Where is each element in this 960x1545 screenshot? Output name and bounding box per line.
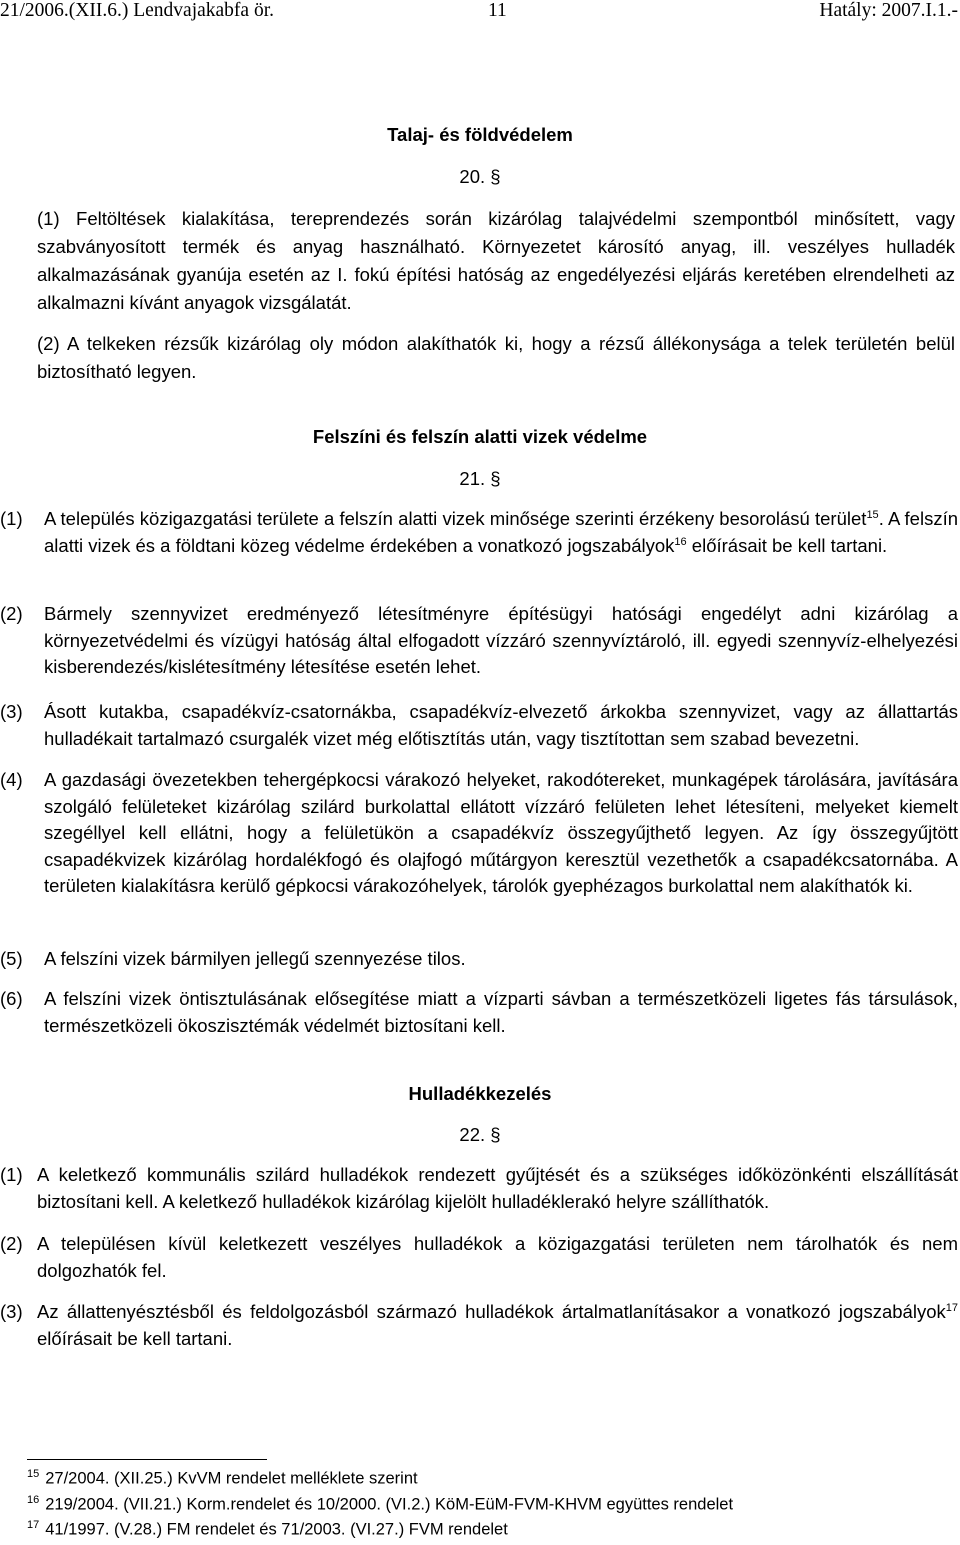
section-title-waste: Hulladékkezelés (408, 1083, 552, 1104)
section-number-22: 22. § (459, 1124, 501, 1145)
paragraph-20-2: (2) A telkeken rézsűk kizárólag oly módon alakíthatók ki, hogy a rézsű állékonysága a telek területén belül biztosítható legyen. (37, 333, 955, 382)
item-number: (6) (0, 988, 23, 1009)
paragraph-20-1: (1) Feltöltések kialakítása, tereprendezés során kizárólag talajvédelmi szempontból minősített, vagy szabványosított termék és anyag használható. Környezetet károsító anyag, ill. veszélyes hulladék alkalmazásának gyanúja esetén az I. fokú építési hatóság az engedélyezési eljárás keretében elrendelheti az alkalmazni kívánt anyagok vizsgálatát. (37, 208, 955, 313)
item-number: (4) (0, 769, 23, 790)
list-item-22-1 (0, 1162, 958, 1215)
list-item-21-3 (0, 699, 958, 752)
footnote-divider (27, 1459, 267, 1460)
footnote-number: 16 (27, 1494, 40, 1506)
list-item-22-3 (0, 1299, 958, 1352)
item-text: Az állattenyésztésből és feldolgozásból származó hulladékok ártalmatlanításakor a vonatkozó jogszabályok$^{17}$ előírásait be kell tartani. (37, 1301, 958, 1349)
footnote-16 (27, 1494, 733, 1515)
footnote-text: 27/2004. (XII.25.) KvVM rendelet melléklete szerint (45, 1469, 418, 1488)
item-number: (3) (0, 1301, 23, 1322)
item-number: (5) (0, 948, 23, 969)
footnote-17 (27, 1519, 508, 1540)
footnote-ref-17[interactable]: 17 (945, 1301, 958, 1314)
header-validity: Hatály: 2007.I.1.- (819, 0, 958, 21)
list-item-21-4 (0, 767, 958, 900)
header-document-id: 21/2006.(XII.6.) Lendvajakabfa ör. (0, 0, 274, 21)
item-text: Ásott kutakba, csapadékvíz-csatornákba, csapadékvíz-elvezető árkokba szennyvizet, vagy az állattartás hulladékait tartalmazó csurgalék vizet még előtisztítás után, vagy tisztítottan sem szabad bevezetni. (44, 701, 958, 749)
list-item-21-2 (0, 601, 958, 681)
item-number: (3) (0, 701, 23, 722)
section-title-water: Felszíni és felszín alatti vizek védelme (312, 426, 648, 447)
section-number-20: 20. § (459, 166, 501, 187)
list-item-21-6 (0, 986, 958, 1039)
list-item-21-5 (0, 946, 958, 973)
section-title-soil: Talaj- és földvédelem (387, 124, 573, 145)
footnote-number: 17 (27, 1519, 40, 1531)
footnote-15 (27, 1468, 418, 1489)
item-number: (1) (0, 508, 23, 529)
item-text: A település közigazgatási területe a felszín alatti vizek minősége szerinti érzékeny besorolású terület$^{15}$. A felszín alatti vizek és a földtani közeg védelme érdekében a vonatkozó jogszabályok$^{16}$ előírásait be kell tartani. (44, 508, 959, 556)
item-text: A gazdasági övezetekben tehergépkocsi várakozó helyeket, rakodótereket, munkagépek tárolására, javítására szolgáló felületeket kizárólag szilárd burkolattal ellátott vízzáró felületen lehet létesíteni, melyeket kiemelt szegéllyel kell ellátni, hogy a felületükön a csapadékvíz összegyűjthető legyen. Az így összegyűjtött csapadékvizek kizárólag hordalékfogó és olajfogó műtárgyon keresztül vezethetők a csapadékcsatornába. A területen kialakításra kerülő gépkocsi várakozóhelyek, tárolók gyephézagos burkolattal nem alakíthatók ki. (44, 769, 958, 896)
footnote-number: 15 (27, 1468, 40, 1480)
page-header (0, 0, 960, 28)
item-number: (2) (0, 1233, 23, 1254)
footnote-ref-16[interactable]: 16 (674, 535, 687, 548)
item-text: A felszíni vizek öntisztulásának elősegítése miatt a vízparti sávban a természetközeli ligetes fás társulások, természetközeli ökoszisztémák védelmét biztosítani kell. (44, 988, 958, 1036)
footnote-ref-15[interactable]: 15 (866, 508, 879, 521)
item-text: A keletkező kommunális szilárd hulladékok rendezett gyűjtését és a szükséges időközönkénti elszállítását biztosítani kell. A keletkező hulladékok kizárólag kijelölt hulladéklerakó helyre szállíthatók. (37, 1164, 958, 1212)
header-page-number: 11 (488, 0, 507, 21)
item-text: A felszíni vizek bármilyen jellegű szennyezése tilos. (44, 948, 466, 969)
item-text: A településen kívül keletkezett veszélyes hulladékok a közigazgatási területen nem tárolhatók és nem dolgozhatók fel. (37, 1233, 958, 1281)
item-number: (2) (0, 603, 23, 624)
list-item-22-2 (0, 1231, 958, 1284)
list-item-21-1 (0, 506, 958, 559)
footnote-text: 219/2004. (VII.21.) Korm.rendelet és 10/2000. (VI.2.) KöM-EüM-FVM-KHVM együttes rendelet (45, 1495, 734, 1514)
item-text: Bármely szennyvizet eredményező létesítményre építésügyi hatósági engedélyt adni kizárólag a környezetvédelmi és vízügyi hatóság által elfogadott vízzáró szennyvíztároló, ill. egyedi szennyvíz-elhelyezési kisberendezés/kislétesítmény létesítése esetén lehet. (44, 603, 958, 677)
section-number-21: 21. § (459, 468, 501, 489)
item-number: (1) (0, 1164, 23, 1185)
footnote-text: 41/1997. (V.28.) FM rendelet és 71/2003. (VI.27.) FVM rendelet (45, 1520, 508, 1539)
